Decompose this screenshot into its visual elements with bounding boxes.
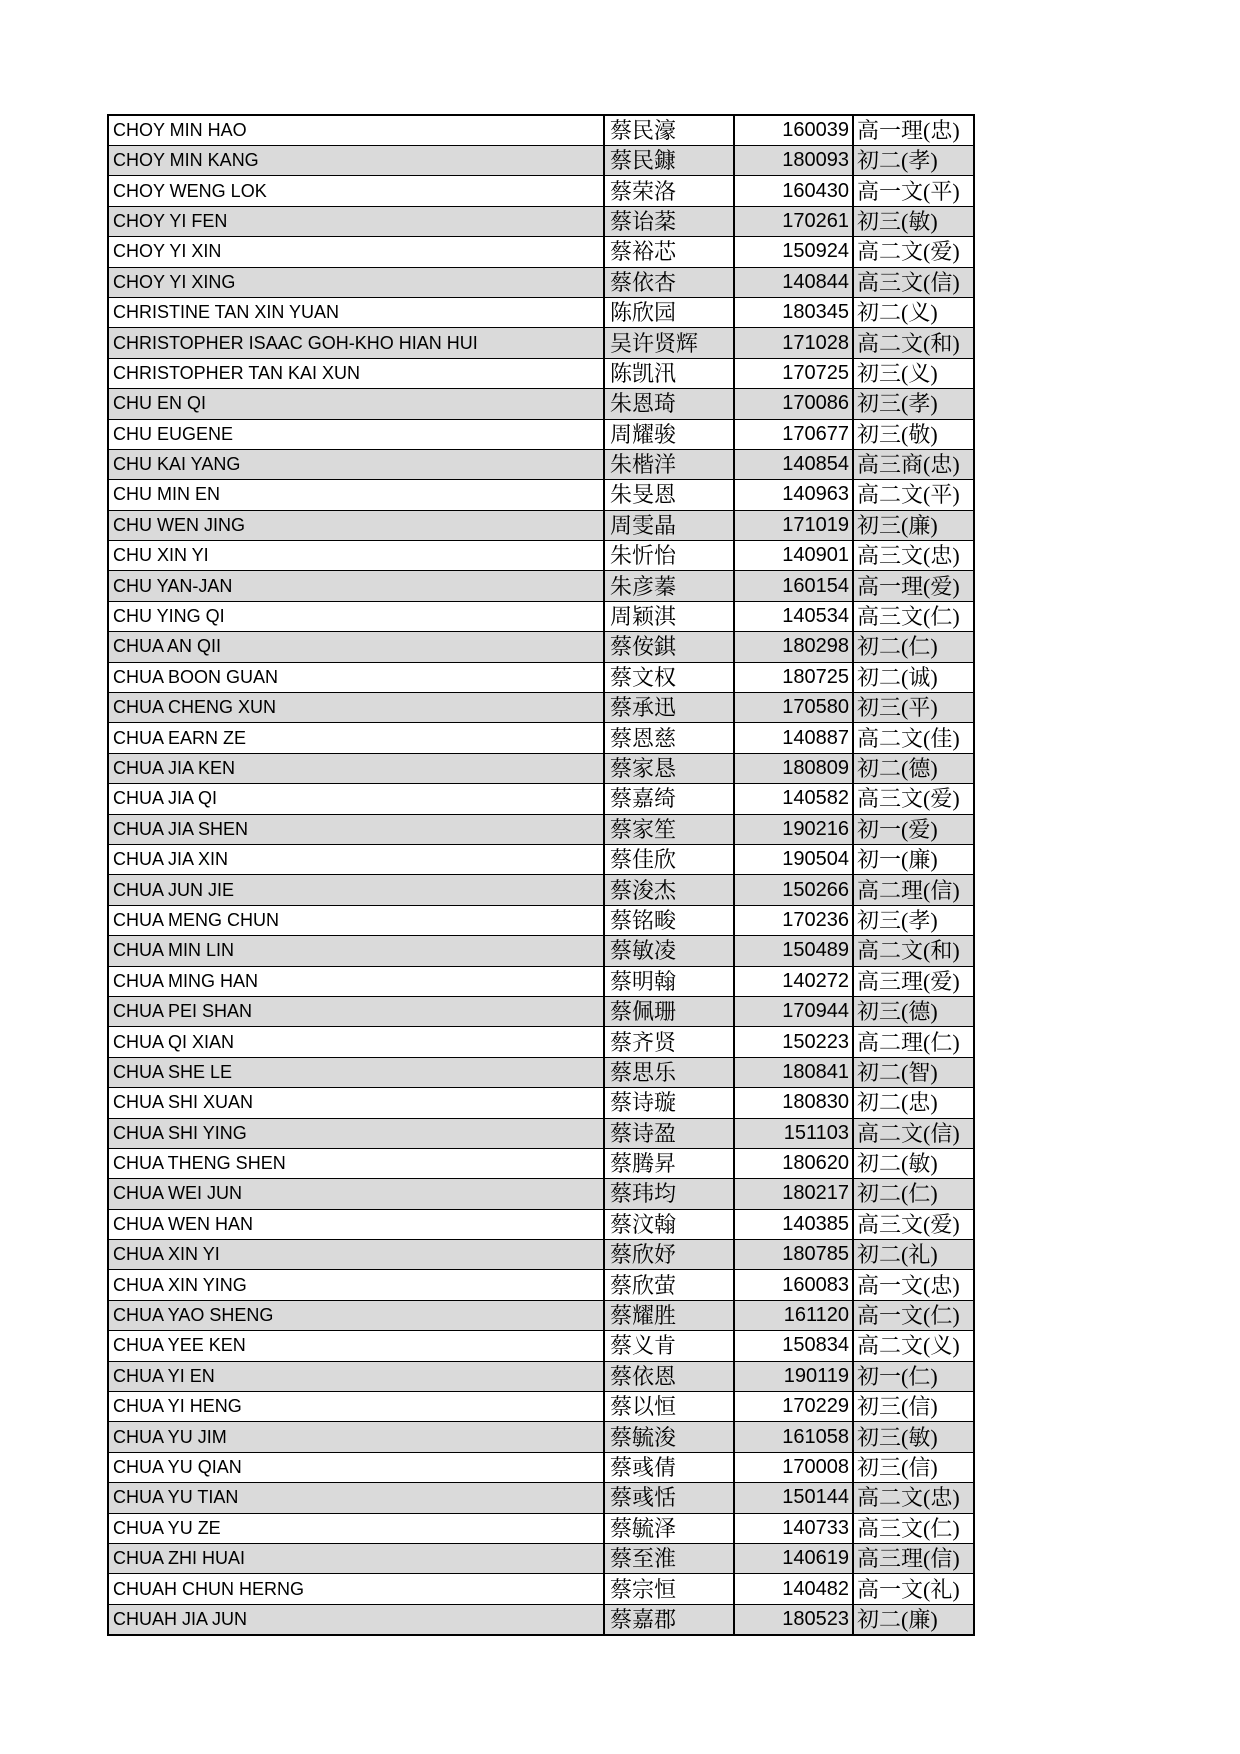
chinese-name-cell: 吴许贤辉 [604,328,734,358]
table-row [108,1574,974,1604]
student-id-cell: 160083 [734,1270,853,1300]
english-name-cell: CHUA MENG CHUN [108,905,604,935]
student-id-cell: 140534 [734,601,853,631]
student-id-cell: 140887 [734,723,853,753]
table-row [108,1604,974,1635]
table-row [108,1088,974,1118]
table-row [108,693,974,723]
class-cell: 高一文(礼) [853,1574,974,1604]
chinese-name-cell: 蔡佳欣 [604,844,734,874]
chinese-name-cell: 蔡诗盈 [604,1118,734,1148]
chinese-name-cell: 蔡家恳 [604,753,734,783]
class-cell: 高二文(忠) [853,1483,974,1513]
student-id-cell: 170580 [734,693,853,723]
class-cell: 高二文(和) [853,936,974,966]
english-name-cell: CHU EUGENE [108,419,604,449]
chinese-name-cell: 蔡至淮 [604,1543,734,1573]
english-name-cell: CHUA JIA QI [108,784,604,814]
student-id-cell: 160430 [734,176,853,206]
english-name-cell: CHUA SHI XUAN [108,1088,604,1118]
table-row [108,541,974,571]
class-cell: 高一理(爱) [853,571,974,601]
class-cell: 初二(敏) [853,1148,974,1178]
class-cell: 初三(平) [853,693,974,723]
table-row [108,1027,974,1057]
chinese-name-cell: 蔡裕芯 [604,237,734,267]
student-id-cell: 180523 [734,1604,853,1635]
table-row [108,784,974,814]
table-row [108,966,974,996]
english-name-cell: CHUA SHE LE [108,1057,604,1087]
english-name-cell: CHRISTOPHER ISAAC GOH-KHO HIAN HUI [108,328,604,358]
chinese-name-cell: 周雯晶 [604,510,734,540]
student-id-cell: 140844 [734,267,853,297]
table-row [108,510,974,540]
student-id-cell: 140482 [734,1574,853,1604]
table-row [108,297,974,327]
english-name-cell: CHOY YI XIN [108,237,604,267]
class-cell: 初二(德) [853,753,974,783]
student-id-cell: 170236 [734,905,853,935]
class-cell: 高三文(信) [853,267,974,297]
english-name-cell: CHU KAI YANG [108,449,604,479]
student-id-cell: 190119 [734,1361,853,1391]
table-row [108,632,974,662]
table-row [108,571,974,601]
chinese-name-cell: 蔡诒棻 [604,206,734,236]
student-id-cell: 180830 [734,1088,853,1118]
student-id-cell: 180785 [734,1240,853,1270]
table-row [108,358,974,388]
table-row [108,753,974,783]
english-name-cell: CHRISTINE TAN XIN YUAN [108,297,604,327]
student-id-cell: 180725 [734,662,853,692]
chinese-name-cell: 蔡欣妤 [604,1240,734,1270]
class-cell: 高二文(爱) [853,237,974,267]
table-row [108,1118,974,1148]
english-name-cell: CHUA JIA KEN [108,753,604,783]
table-row [108,1422,974,1452]
student-id-cell: 150144 [734,1483,853,1513]
table-row [108,1483,974,1513]
chinese-name-cell: 蔡依恩 [604,1361,734,1391]
class-cell: 初二(忠) [853,1088,974,1118]
student-id-cell: 161058 [734,1422,853,1452]
class-cell: 高三商(忠) [853,449,974,479]
class-cell: 初三(信) [853,1452,974,1482]
table-row [108,723,974,753]
english-name-cell: CHUA EARN ZE [108,723,604,753]
class-cell: 高二文(义) [853,1331,974,1361]
chinese-name-cell: 周耀骏 [604,419,734,449]
chinese-name-cell: 蔡宗恒 [604,1574,734,1604]
student-id-cell: 170944 [734,996,853,1026]
student-id-cell: 140582 [734,784,853,814]
class-cell: 高一文(平) [853,176,974,206]
student-id-cell: 170008 [734,1452,853,1482]
class-cell: 高三理(信) [853,1543,974,1573]
student-id-cell: 140854 [734,449,853,479]
table-row [108,115,974,146]
class-cell: 高二理(仁) [853,1027,974,1057]
student-id-cell: 161120 [734,1300,853,1330]
student-id-cell: 170677 [734,419,853,449]
english-name-cell: CHUA MIN LIN [108,936,604,966]
student-id-cell: 180841 [734,1057,853,1087]
class-cell: 初二(廉) [853,1604,974,1635]
class-cell: 高一文(仁) [853,1300,974,1330]
roster-table-body [108,115,974,1635]
chinese-name-cell: 蔡敏凌 [604,936,734,966]
english-name-cell: CHUA QI XIAN [108,1027,604,1057]
table-row [108,237,974,267]
chinese-name-cell: 朱旻恩 [604,480,734,510]
english-name-cell: CHUA AN QII [108,632,604,662]
student-id-cell: 190504 [734,844,853,874]
student-roster-table [107,114,975,1636]
student-id-cell: 140272 [734,966,853,996]
student-id-cell: 150266 [734,875,853,905]
chinese-name-cell: 蔡恩慈 [604,723,734,753]
table-row [108,1209,974,1239]
class-cell: 高三文(仁) [853,601,974,631]
class-cell: 初一(仁) [853,1361,974,1391]
english-name-cell: CHUA BOON GUAN [108,662,604,692]
table-row [108,905,974,935]
chinese-name-cell: 蔡承迅 [604,693,734,723]
table-row [108,1300,974,1330]
table-row [108,1270,974,1300]
student-id-cell: 180345 [734,297,853,327]
class-cell: 高二文(佳) [853,723,974,753]
table-row [108,1392,974,1422]
chinese-name-cell: 蔡以恒 [604,1392,734,1422]
table-row [108,875,974,905]
english-name-cell: CHUA XIN YING [108,1270,604,1300]
chinese-name-cell: 蔡毓浚 [604,1422,734,1452]
student-id-cell: 171019 [734,510,853,540]
student-id-cell: 180093 [734,146,853,176]
student-id-cell: 150223 [734,1027,853,1057]
chinese-name-cell: 周颖淇 [604,601,734,631]
class-cell: 高一理(忠) [853,115,974,146]
class-cell: 初二(仁) [853,632,974,662]
english-name-cell: CHUA MING HAN [108,966,604,996]
class-cell: 初一(爱) [853,814,974,844]
class-cell: 高一文(忠) [853,1270,974,1300]
chinese-name-cell: 朱忻怡 [604,541,734,571]
class-cell: 初二(智) [853,1057,974,1087]
student-id-cell: 140901 [734,541,853,571]
chinese-name-cell: 蔡彧恬 [604,1483,734,1513]
chinese-name-cell: 蔡彧倩 [604,1452,734,1482]
english-name-cell: CHUA SHI YING [108,1118,604,1148]
english-name-cell: CHUA CHENG XUN [108,693,604,723]
chinese-name-cell: 蔡毓泽 [604,1513,734,1543]
chinese-name-cell: 蔡侒錤 [604,632,734,662]
table-row [108,1361,974,1391]
class-cell: 初三(信) [853,1392,974,1422]
english-name-cell: CHUA JUN JIE [108,875,604,905]
class-cell: 高二文(平) [853,480,974,510]
student-id-cell: 140733 [734,1513,853,1543]
english-name-cell: CHUA WEN HAN [108,1209,604,1239]
table-row [108,1513,974,1543]
chinese-name-cell: 陈凯汛 [604,358,734,388]
student-id-cell: 140619 [734,1543,853,1573]
table-row [108,1057,974,1087]
english-name-cell: CHU EN QI [108,389,604,419]
english-name-cell: CHUA YEE KEN [108,1331,604,1361]
table-row [108,267,974,297]
english-name-cell: CHUA YI HENG [108,1392,604,1422]
english-name-cell: CHU MIN EN [108,480,604,510]
english-name-cell: CHUAH CHUN HERNG [108,1574,604,1604]
class-cell: 初三(德) [853,996,974,1026]
class-cell: 初三(孝) [853,389,974,419]
chinese-name-cell: 陈欣园 [604,297,734,327]
table-row [108,389,974,419]
class-cell: 高二文(和) [853,328,974,358]
english-name-cell: CHUA JIA XIN [108,844,604,874]
chinese-name-cell: 蔡民濠 [604,115,734,146]
english-name-cell: CHOY YI XING [108,267,604,297]
chinese-name-cell: 蔡浚杰 [604,875,734,905]
class-cell: 高二文(信) [853,1118,974,1148]
student-id-cell: 140385 [734,1209,853,1239]
chinese-name-cell: 蔡荣洛 [604,176,734,206]
class-cell: 高三文(仁) [853,1513,974,1543]
chinese-name-cell: 朱恩琦 [604,389,734,419]
table-row [108,814,974,844]
english-name-cell: CHUA YU JIM [108,1422,604,1452]
english-name-cell: CHUA YU QIAN [108,1452,604,1482]
student-id-cell: 170725 [734,358,853,388]
english-name-cell: CHUA THENG SHEN [108,1148,604,1178]
chinese-name-cell: 蔡嘉郡 [604,1604,734,1635]
student-id-cell: 171028 [734,328,853,358]
table-row [108,601,974,631]
student-id-cell: 170261 [734,206,853,236]
chinese-name-cell: 蔡欣萤 [604,1270,734,1300]
english-name-cell: CHU YAN-JAN [108,571,604,601]
student-id-cell: 180298 [734,632,853,662]
table-row [108,1179,974,1209]
table-row [108,996,974,1026]
english-name-cell: CHU XIN YI [108,541,604,571]
chinese-name-cell: 蔡诗璇 [604,1088,734,1118]
table-row [108,1452,974,1482]
class-cell: 初二(孝) [853,146,974,176]
class-cell: 高三文(忠) [853,541,974,571]
table-row [108,176,974,206]
class-cell: 初二(礼) [853,1240,974,1270]
chinese-name-cell: 朱彦蓁 [604,571,734,601]
class-cell: 高三文(爱) [853,1209,974,1239]
table-row [108,146,974,176]
student-id-cell: 140963 [734,480,853,510]
chinese-name-cell: 朱楷洋 [604,449,734,479]
english-name-cell: CHUA YU ZE [108,1513,604,1543]
class-cell: 初二(仁) [853,1179,974,1209]
table-row [108,1148,974,1178]
class-cell: 初三(廉) [853,510,974,540]
chinese-name-cell: 蔡玮均 [604,1179,734,1209]
student-id-cell: 160039 [734,115,853,146]
table-row [108,206,974,236]
chinese-name-cell: 蔡齐贤 [604,1027,734,1057]
student-id-cell: 150834 [734,1331,853,1361]
table-row [108,844,974,874]
table-row [108,1543,974,1573]
table-row [108,328,974,358]
english-name-cell: CHOY MIN KANG [108,146,604,176]
student-id-cell: 180620 [734,1148,853,1178]
table-row [108,480,974,510]
class-cell: 高三文(爱) [853,784,974,814]
table-row [108,1240,974,1270]
chinese-name-cell: 蔡文权 [604,662,734,692]
table-row [108,1331,974,1361]
english-name-cell: CHOY YI FEN [108,206,604,236]
class-cell: 高三理(爱) [853,966,974,996]
class-cell: 初三(义) [853,358,974,388]
english-name-cell: CHOY MIN HAO [108,115,604,146]
chinese-name-cell: 蔡思乐 [604,1057,734,1087]
chinese-name-cell: 蔡明翰 [604,966,734,996]
student-id-cell: 190216 [734,814,853,844]
chinese-name-cell: 蔡汶翰 [604,1209,734,1239]
chinese-name-cell: 蔡腾昇 [604,1148,734,1178]
class-cell: 初一(廉) [853,844,974,874]
english-name-cell: CHUA YAO SHENG [108,1300,604,1330]
student-id-cell: 170229 [734,1392,853,1422]
english-name-cell: CHU YING QI [108,601,604,631]
table-row [108,936,974,966]
class-cell: 初三(孝) [853,905,974,935]
chinese-name-cell: 蔡义肯 [604,1331,734,1361]
table-row [108,662,974,692]
english-name-cell: CHUA JIA SHEN [108,814,604,844]
chinese-name-cell: 蔡佩珊 [604,996,734,1026]
class-cell: 初二(义) [853,297,974,327]
english-name-cell: CHUA YI EN [108,1361,604,1391]
english-name-cell: CHUA PEI SHAN [108,996,604,1026]
english-name-cell: CHUA XIN YI [108,1240,604,1270]
class-cell: 初二(诚) [853,662,974,692]
english-name-cell: CHOY WENG LOK [108,176,604,206]
student-id-cell: 160154 [734,571,853,601]
english-name-cell: CHRISTOPHER TAN KAI XUN [108,358,604,388]
class-cell: 初三(敏) [853,206,974,236]
english-name-cell: CHUA YU TIAN [108,1483,604,1513]
chinese-name-cell: 蔡耀胜 [604,1300,734,1330]
chinese-name-cell: 蔡民鏮 [604,146,734,176]
student-id-cell: 150924 [734,237,853,267]
class-cell: 初三(敬) [853,419,974,449]
chinese-name-cell: 蔡铭畯 [604,905,734,935]
chinese-name-cell: 蔡嘉绮 [604,784,734,814]
student-id-cell: 170086 [734,389,853,419]
english-name-cell: CHUA ZHI HUAI [108,1543,604,1573]
student-id-cell: 151103 [734,1118,853,1148]
student-id-cell: 180809 [734,753,853,783]
english-name-cell: CHUAH JIA JUN [108,1604,604,1635]
student-id-cell: 180217 [734,1179,853,1209]
class-cell: 初三(敏) [853,1422,974,1452]
english-name-cell: CHU WEN JING [108,510,604,540]
table-row [108,419,974,449]
chinese-name-cell: 蔡依杏 [604,267,734,297]
student-id-cell: 150489 [734,936,853,966]
table-row [108,449,974,479]
chinese-name-cell: 蔡家笙 [604,814,734,844]
class-cell: 高二理(信) [853,875,974,905]
english-name-cell: CHUA WEI JUN [108,1179,604,1209]
